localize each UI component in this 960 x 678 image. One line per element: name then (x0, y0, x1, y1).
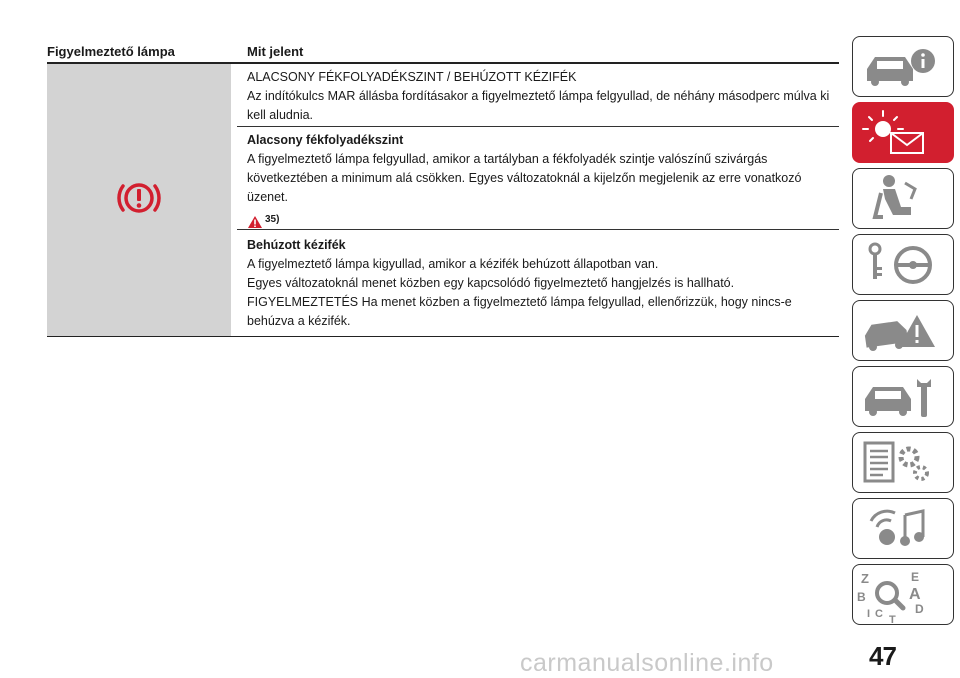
watermark: carmanualsonline.info (520, 649, 774, 677)
section-general (247, 68, 837, 125)
steering-wheel-key-icon (853, 235, 953, 294)
multimedia-icon (853, 499, 953, 558)
row-divider (237, 126, 839, 127)
tab-car-info[interactable] (852, 36, 954, 97)
section-line: Egyes változatoknál menet közben egy kapcsolódó figyelmeztető hangjelzés is hallható. (247, 276, 735, 290)
tab-starting-driving[interactable] (852, 234, 954, 295)
spec-gears-icon (853, 433, 953, 492)
warning-reference (247, 210, 837, 229)
page-number: 47 (869, 641, 896, 671)
svg-text:B: B (857, 590, 866, 604)
chapter-tabs (852, 0, 960, 678)
section-title: Alacsony fékfolyadékszint (247, 133, 404, 147)
svg-text:A: A (909, 586, 921, 603)
svg-text:E: E (911, 570, 920, 584)
section-title: ALACSONY FÉKFOLYADÉKSZINT / BEHÚZOTT KÉZIFÉK (247, 70, 577, 84)
column-header-meaning: Mit jelent (247, 44, 304, 59)
tab-multimedia[interactable] (852, 498, 954, 559)
section-line: A figyelmeztető lámpa kigyullad, amikor a kézifék behúzott állapotban van. (247, 257, 659, 271)
warning-triangle-icon (247, 215, 263, 229)
car-wrench-icon (853, 367, 953, 426)
svg-text:D: D (915, 602, 924, 616)
row-divider (237, 229, 839, 230)
svg-text:C: C (875, 608, 883, 620)
seat-airbag-icon (853, 169, 953, 228)
alphabet-index-icon (853, 565, 953, 624)
tab-maintenance[interactable] (852, 366, 954, 427)
tab-warning-lamps[interactable] (852, 102, 954, 163)
section-handbrake (247, 236, 837, 331)
svg-text:I: I (867, 608, 871, 620)
tab-emergency[interactable] (852, 300, 954, 361)
svg-text:Z: Z (861, 571, 869, 586)
column-header-lamp: Figyelmeztető lámpa (47, 44, 175, 59)
tab-technical-data[interactable] (852, 432, 954, 493)
section-line: FIGYELMEZTETÉS Ha menet közben a figyelmeztető lámpa felgyullad, ellenőrizzük, hogy nincs-e behúzva a kézifék. (247, 295, 792, 328)
car-accident-icon (853, 301, 953, 360)
car-info-icon (853, 37, 953, 96)
brake-warning-icon (115, 174, 163, 222)
section-low-fluid (247, 131, 837, 229)
section-body: A figyelmeztető lámpa felgyullad, amikor a tartályban a fékfolyadék szintje valószínű szivárgás következtében a minimum alá csökken. Egyes változatoknál a kijelzőn megjelenik az erre vonatkozó üzenet. (247, 152, 802, 204)
tab-safety[interactable] (852, 168, 954, 229)
lamp-cell (47, 64, 231, 336)
section-body: Az indítókulcs MAR állásba fordításakor a figyelmeztető lámpa felgyullad, de néhány másodperc múlva ki kell aludnia. (247, 89, 830, 122)
section-title: Behúzott kézifék (247, 238, 346, 252)
warning-lamp-message-icon (853, 103, 953, 162)
svg-text:T: T (889, 614, 896, 624)
tab-index[interactable] (852, 564, 954, 625)
reference-number: 35) (265, 214, 280, 225)
table-bottom-rule (47, 336, 839, 337)
